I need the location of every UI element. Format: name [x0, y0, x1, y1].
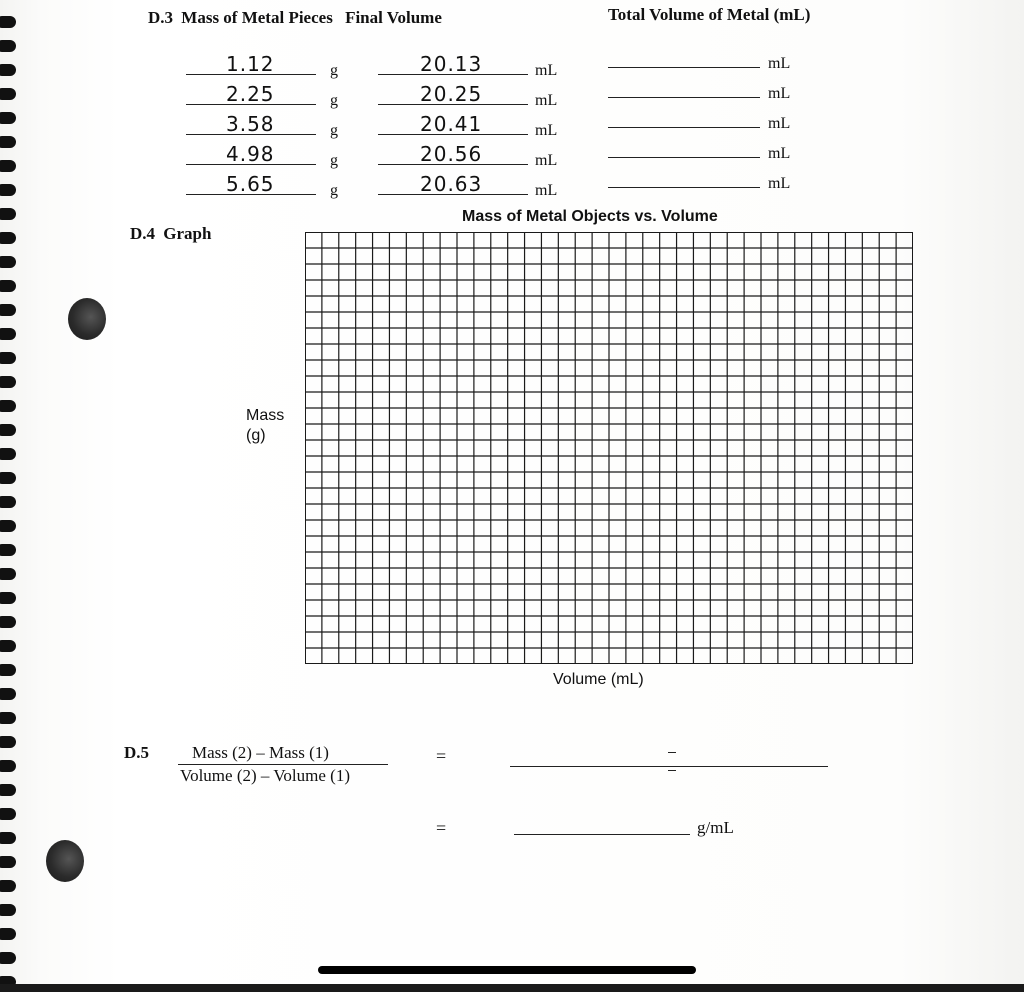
final-volume-blank[interactable] — [378, 164, 528, 165]
final-volume-value[interactable]: 20.13 — [420, 52, 483, 76]
slope-numerator: Mass (2) – Mass (1) — [192, 743, 329, 762]
total-volume-blank[interactable] — [608, 127, 760, 128]
spiral-ring — [0, 568, 16, 580]
total-volume-blank[interactable] — [608, 187, 760, 188]
final-volume-blank[interactable] — [378, 104, 528, 105]
mass-blank[interactable] — [186, 104, 316, 105]
spiral-ring — [0, 64, 16, 76]
spiral-ring — [0, 304, 16, 316]
home-indicator[interactable] — [318, 966, 696, 974]
equals-sign: = — [436, 818, 447, 838]
slope-denominator: Volume (2) – Volume (1) — [180, 766, 350, 785]
mass-blank[interactable] — [186, 194, 316, 195]
spiral-ring — [0, 928, 16, 940]
total-volume-blank[interactable] — [608, 97, 760, 98]
section-d4-header — [130, 224, 211, 244]
total-volume-blank[interactable] — [608, 67, 760, 68]
total-volume-unit: mL — [768, 175, 791, 192]
fraction-mark — [668, 770, 676, 771]
section-title: Graph — [163, 224, 212, 243]
spiral-ring — [0, 688, 16, 700]
spiral-ring — [0, 760, 16, 772]
spiral-ring — [0, 88, 16, 100]
slope-calc-blank[interactable] — [510, 766, 828, 767]
spiral-ring — [0, 40, 16, 52]
final-volume-value[interactable]: 20.41 — [420, 112, 483, 136]
x-axis-label: Volume (mL) — [553, 671, 644, 688]
total-volume-unit: mL — [768, 55, 791, 72]
final-volume-blank[interactable] — [378, 74, 528, 75]
final-volume-value[interactable]: 20.56 — [420, 142, 483, 166]
punch-hole — [46, 840, 84, 882]
mass-unit: g — [330, 152, 338, 169]
spiral-ring — [0, 16, 16, 28]
y-axis-label — [246, 406, 284, 446]
final-volume-unit: mL — [535, 62, 558, 79]
spiral-ring — [0, 352, 16, 364]
equals-sign: = — [436, 746, 447, 766]
spiral-ring — [0, 160, 16, 172]
bottom-edge — [0, 984, 1024, 992]
total-volume-unit: mL — [768, 115, 791, 132]
spiral-ring — [0, 496, 16, 508]
final-volume-unit: mL — [535, 92, 558, 109]
spiral-ring — [0, 784, 16, 796]
spiral-ring — [0, 832, 16, 844]
density-answer-blank[interactable] — [514, 834, 690, 835]
spiral-ring — [0, 856, 16, 868]
spiral-ring — [0, 376, 16, 388]
mass-value[interactable]: 5.65 — [226, 172, 275, 196]
section-label: D.3 — [148, 8, 174, 27]
spiral-ring — [0, 904, 16, 916]
fraction-mark — [668, 752, 676, 753]
total-volume-blank[interactable] — [608, 157, 760, 158]
spiral-ring — [0, 880, 16, 892]
spiral-ring — [0, 184, 16, 196]
mass-unit: g — [330, 92, 338, 109]
mass-value[interactable]: 1.12 — [226, 52, 275, 76]
final-volume-value[interactable]: 20.63 — [420, 172, 483, 196]
spiral-ring — [0, 592, 16, 604]
final-volume-blank[interactable] — [378, 194, 528, 195]
spiral-ring — [0, 712, 16, 724]
mass-blank[interactable] — [186, 74, 316, 75]
mass-value[interactable]: 2.25 — [226, 82, 275, 106]
spiral-ring — [0, 424, 16, 436]
mass-unit: g — [330, 182, 338, 199]
column-header-total-volume: Total Volume of Metal (mL) — [608, 5, 811, 24]
spiral-ring — [0, 544, 16, 556]
spiral-ring — [0, 640, 16, 652]
mass-unit: g — [330, 122, 338, 139]
spiral-ring — [0, 280, 16, 292]
section-d5-label: D.5 — [124, 743, 150, 762]
spiral-ring — [0, 328, 16, 340]
spiral-ring — [0, 472, 16, 484]
spiral-ring — [0, 952, 16, 964]
mass-blank[interactable] — [186, 164, 316, 165]
spiral-ring — [0, 256, 16, 268]
mass-blank[interactable] — [186, 134, 316, 135]
total-volume-unit: mL — [768, 145, 791, 162]
column-header-mass: Mass of Metal Pieces — [181, 8, 333, 27]
density-unit: g/mL — [697, 818, 734, 837]
section-label: D.4 — [130, 224, 156, 243]
spiral-ring — [0, 616, 16, 628]
spiral-ring — [0, 448, 16, 460]
final-volume-value[interactable]: 20.25 — [420, 82, 483, 106]
spiral-ring — [0, 400, 16, 412]
mass-unit: g — [330, 62, 338, 79]
final-volume-unit: mL — [535, 152, 558, 169]
spiral-ring — [0, 808, 16, 820]
final-volume-blank[interactable] — [378, 134, 528, 135]
spiral-ring — [0, 232, 16, 244]
column-header-final-volume: Final Volume — [345, 8, 442, 27]
graph-grid[interactable] — [305, 232, 913, 664]
y-axis-label-unit: (g) — [246, 427, 266, 444]
section-d3-header — [148, 8, 442, 28]
spiral-ring — [0, 112, 16, 124]
spiral-ring — [0, 208, 16, 220]
final-volume-unit: mL — [535, 182, 558, 199]
fraction-bar — [178, 764, 388, 765]
spiral-binding — [0, 0, 24, 992]
spiral-ring — [0, 136, 16, 148]
punch-hole — [68, 298, 106, 340]
mass-value[interactable]: 4.98 — [226, 142, 275, 166]
total-volume-unit: mL — [768, 85, 791, 102]
y-axis-label-line: Mass — [246, 407, 285, 424]
spiral-ring — [0, 736, 16, 748]
graph-title: Mass of Metal Objects vs. Volume — [462, 208, 718, 225]
spiral-ring — [0, 664, 16, 676]
mass-value[interactable]: 3.58 — [226, 112, 275, 136]
spiral-ring — [0, 520, 16, 532]
final-volume-unit: mL — [535, 122, 558, 139]
